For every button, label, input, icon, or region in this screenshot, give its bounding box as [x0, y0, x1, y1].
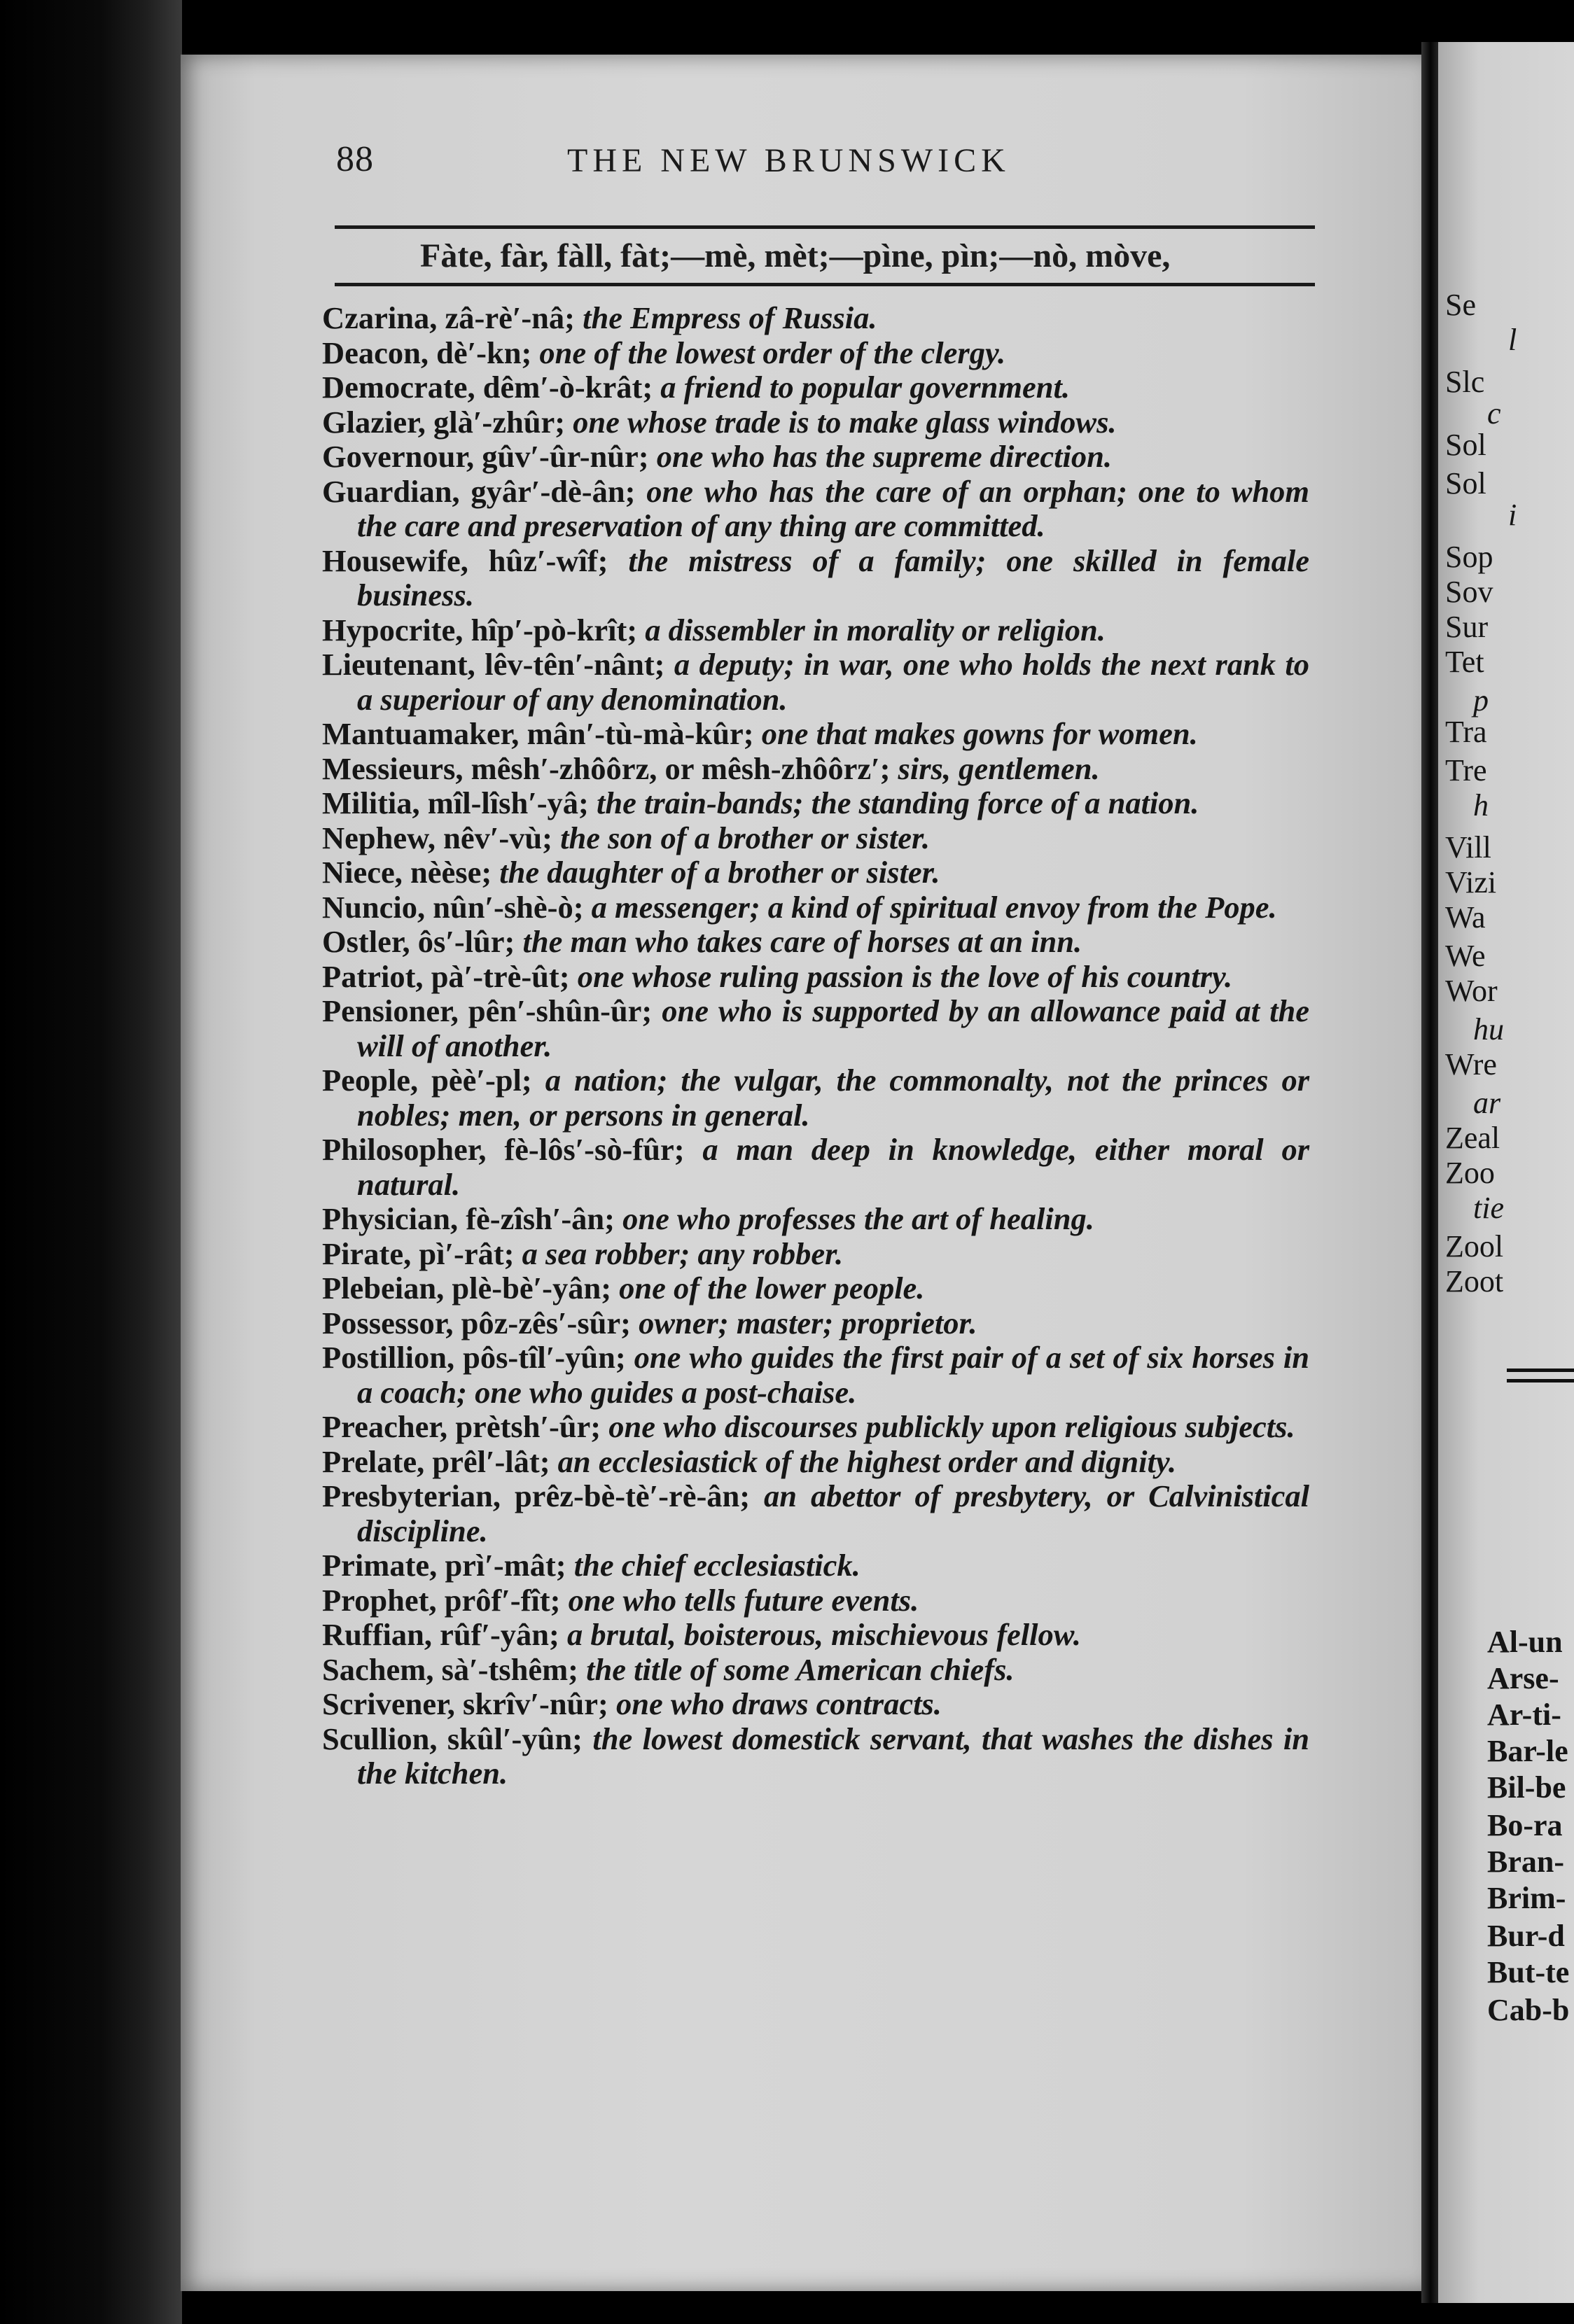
- dictionary-entry: [322, 1618, 1309, 1653]
- dictionary-entry: [322, 1306, 1309, 1341]
- entry-pronunciation: prôf′-fît;: [444, 1582, 561, 1618]
- entry-headword: Plebeian,: [322, 1270, 445, 1306]
- entry-pronunciation: mân′-tù-mà-kûr;: [527, 716, 754, 751]
- entry-definition: a deputy; in war, one who holds the next rank to a superiour of any denomination.: [357, 647, 1310, 717]
- facing-page-text-fragment: Al-un: [1487, 1625, 1563, 1659]
- entry-headword: Philosopher,: [322, 1132, 487, 1167]
- entry-definition: one of the lower people.: [619, 1270, 925, 1306]
- dictionary-entry: [322, 1687, 1309, 1722]
- entry-definition: the daughter of a brother or sister.: [499, 855, 940, 890]
- facing-page-text-fragment: Sur: [1445, 610, 1489, 644]
- entry-headword: Ruffian,: [322, 1617, 433, 1652]
- entry-headword: Mantuamaker,: [322, 716, 520, 751]
- dictionary-entry: [322, 855, 1309, 890]
- facing-page-text-fragment: We: [1445, 939, 1486, 973]
- dictionary-entry: [322, 1133, 1309, 1202]
- dictionary-entry: [322, 613, 1309, 648]
- dictionary-entry: [322, 648, 1309, 717]
- entry-definition: a messenger; a kind of spiritual envoy from the Pope.: [591, 889, 1277, 925]
- entry-headword: Scullion,: [322, 1721, 438, 1756]
- entry-pronunciation: rûf′-yân;: [440, 1617, 559, 1652]
- entry-headword: Physician,: [322, 1201, 459, 1236]
- page-number: 88: [336, 139, 374, 179]
- entry-pronunciation: zâ-rè′-nâ;: [445, 300, 575, 335]
- entry-definition: one who draws contracts.: [616, 1686, 942, 1721]
- facing-page-text-fragment: l: [1508, 323, 1517, 357]
- dictionary-entry: [322, 336, 1309, 371]
- facing-page-rule: [1507, 1379, 1574, 1382]
- dictionary-entry: [322, 1410, 1309, 1445]
- entry-pronunciation: gûv′-ûr-nûr;: [482, 439, 649, 474]
- entry-headword: Nephew,: [322, 820, 436, 855]
- dictionary-entry: [322, 1548, 1309, 1583]
- entry-pronunciation: prêz-bè-tè′-rè-ân;: [514, 1478, 751, 1513]
- dictionary-entry: [322, 1445, 1309, 1480]
- facing-page-rule: [1507, 1368, 1574, 1372]
- dictionary-entry: [322, 752, 1309, 787]
- facing-page-text-fragment: Wa: [1445, 900, 1486, 934]
- entry-headword: Lieutenant,: [322, 647, 475, 682]
- entry-definition: a nation; the vulgar, the commonalty, not the princes or nobles; men, or persons in general.: [357, 1063, 1310, 1133]
- dictionary-entry: [322, 1202, 1309, 1237]
- facing-page-text-fragment: Slc: [1445, 365, 1485, 399]
- entry-pronunciation: pên′-shûn-ûr;: [468, 993, 653, 1028]
- dictionary-entry: [322, 301, 1309, 336]
- entry-definition: a friend to popular government.: [660, 370, 1070, 405]
- header-rule-top: [335, 225, 1315, 229]
- header-rule-bottom: [335, 283, 1315, 286]
- facing-page-text-fragment: Bar-le: [1487, 1734, 1568, 1768]
- entry-headword: Deacon,: [322, 335, 429, 370]
- facing-page-text-fragment: Zool: [1445, 1229, 1504, 1264]
- facing-page-text-fragment: Sov: [1445, 575, 1493, 609]
- dictionary-entry: [322, 1063, 1309, 1133]
- facing-page-fragment: [1438, 42, 1574, 2303]
- dictionary-entry: [322, 1479, 1309, 1548]
- facing-page-text-fragment: Ar-ti-: [1487, 1698, 1561, 1732]
- entry-headword: Possessor,: [322, 1305, 454, 1340]
- entry-definition: the lowest domestick servant, that washes the dishes in the kitchen.: [357, 1721, 1310, 1791]
- dictionary-entries: [322, 301, 1309, 1791]
- facing-page-text-fragment: Bil-be: [1487, 1770, 1566, 1805]
- entry-pronunciation: prètsh′-ûr;: [455, 1409, 601, 1444]
- facing-page-text-fragment: Bran-: [1487, 1844, 1564, 1879]
- entry-pronunciation: dè′-kn;: [436, 335, 532, 370]
- facing-page-text-fragment: Wre: [1445, 1047, 1497, 1082]
- entry-definition: one of the lowest order of the clergy.: [539, 335, 1006, 370]
- dictionary-entry: [322, 370, 1309, 405]
- entry-definition: one who guides the first pair of a set of six horses in a coach; one who guides a post-chaise.: [357, 1340, 1309, 1410]
- entry-headword: Presbyterian,: [322, 1478, 501, 1513]
- facing-page-text-fragment: c: [1487, 396, 1501, 430]
- facing-page-text-fragment: Bur-d: [1487, 1919, 1565, 1953]
- facing-page-text-fragment: Arse-: [1487, 1661, 1559, 1695]
- dictionary-entry: [322, 440, 1309, 475]
- facing-page-text-fragment: Wor: [1445, 974, 1498, 1008]
- dictionary-entry: [322, 1653, 1309, 1688]
- facing-page-text-fragment: Zoot: [1445, 1264, 1504, 1298]
- dictionary-entry: [322, 405, 1309, 440]
- facing-page-text-fragment: h: [1473, 788, 1489, 822]
- entry-definition: sirs, gentlemen.: [898, 750, 1100, 786]
- entry-headword: Guardian,: [322, 473, 460, 509]
- entry-pronunciation: prêl′-lât;: [432, 1443, 550, 1479]
- entry-definition: the mistress of a family; one skilled in female business.: [357, 542, 1310, 612]
- dictionary-entry: [322, 475, 1309, 544]
- entry-definition: one that makes gowns for women.: [761, 716, 1198, 751]
- facing-page-text-fragment: Se: [1445, 288, 1476, 322]
- entry-headword: Primate,: [322, 1548, 438, 1583]
- entry-headword: Sachem,: [322, 1651, 434, 1687]
- facing-page-text-fragment: ar: [1473, 1086, 1501, 1120]
- dictionary-entry: [322, 890, 1309, 925]
- book-binding-shadow: [0, 0, 182, 2324]
- facing-page-text-fragment: Bo-ra: [1487, 1808, 1563, 1842]
- entry-pronunciation: pôz-zês′-sûr;: [461, 1305, 631, 1340]
- entry-definition: one who has the care of an orphan; one to whom the care and preservation of any thing are committed.: [357, 473, 1310, 543]
- entry-headword: Czarina,: [322, 300, 438, 335]
- facing-page-text-fragment: Brim-: [1487, 1881, 1566, 1915]
- page-header: [336, 139, 1316, 188]
- entry-pronunciation: nêv′-vù;: [443, 820, 552, 855]
- entry-definition: the title of some American chiefs.: [586, 1651, 1015, 1687]
- entry-pronunciation: dêm′-ò-krât;: [482, 370, 653, 405]
- entry-definition: a brutal, boisterous, mischievous fellow.: [567, 1617, 1081, 1652]
- entry-definition: an ecclesiastick of the highest order and dignity.: [557, 1443, 1177, 1479]
- book-gutter: [1421, 42, 1440, 2303]
- entry-headword: Patriot,: [322, 958, 424, 994]
- entry-pronunciation: glà′-zhûr;: [433, 404, 566, 440]
- entry-pronunciation: pì′-rât;: [419, 1236, 515, 1271]
- entry-headword: Ostler,: [322, 924, 410, 959]
- entry-pronunciation: plè-bè′-yân;: [452, 1270, 612, 1306]
- entry-headword: Prophet,: [322, 1582, 437, 1618]
- dictionary-entry: [322, 717, 1309, 752]
- entry-headword: Prelate,: [322, 1443, 425, 1479]
- dictionary-entry: [322, 1722, 1309, 1791]
- entry-definition: an abettor of presbytery, or Calvinistical discipline.: [357, 1478, 1310, 1548]
- entry-headword: Governour,: [322, 439, 475, 474]
- entry-definition: a sea robber; any robber.: [522, 1236, 844, 1271]
- facing-page-text-fragment: tie: [1473, 1191, 1504, 1225]
- entry-pronunciation: fè-zîsh′-ân;: [466, 1201, 615, 1236]
- facing-page-text-fragment: Zeal: [1445, 1121, 1500, 1155]
- entry-pronunciation: mêsh′-zhôôrz, or mêsh-zhôôrz′;: [471, 750, 891, 786]
- entry-pronunciation: skrîv′-nûr;: [463, 1686, 608, 1721]
- entry-pronunciation: ôs′-lûr;: [417, 924, 515, 959]
- entry-definition: one whose ruling passion is the love of his country.: [577, 958, 1233, 994]
- facing-page-text-fragment: Vizi: [1445, 865, 1497, 899]
- facing-page-text-fragment: Sol: [1445, 428, 1486, 462]
- facing-page-text-fragment: Zoo: [1445, 1156, 1495, 1190]
- facing-page-text-fragment: Sol: [1445, 466, 1486, 500]
- entry-headword: Glazier,: [322, 404, 426, 440]
- entry-definition: the chief ecclesiastick.: [573, 1548, 861, 1583]
- dictionary-entry: [322, 821, 1309, 856]
- entry-headword: Scrivener,: [322, 1686, 455, 1721]
- entry-headword: Pirate,: [322, 1236, 412, 1271]
- entry-pronunciation: skûl′-yûn;: [447, 1721, 583, 1756]
- facing-page-text-fragment: Tet: [1445, 645, 1484, 679]
- entry-headword: Democrate,: [322, 370, 475, 405]
- dictionary-entry: [322, 1271, 1309, 1306]
- entry-definition: one who professes the art of healing.: [622, 1201, 1094, 1236]
- facing-page-text-fragment: Sop: [1445, 540, 1493, 574]
- entry-headword: Housewife,: [322, 542, 468, 578]
- entry-headword: People,: [322, 1063, 419, 1098]
- facing-page-text-fragment: p: [1473, 683, 1489, 718]
- entry-headword: Messieurs,: [322, 750, 464, 786]
- entry-definition: one who has the supreme direction.: [656, 439, 1113, 474]
- entry-definition: one whose trade is to make glass windows.: [573, 404, 1117, 440]
- entry-headword: Pensioner,: [322, 993, 459, 1028]
- entry-pronunciation: lêv-tên′-nânt;: [485, 647, 665, 682]
- entry-definition: the man who takes care of horses at an inn.: [522, 924, 1082, 959]
- entry-pronunciation: hûz′-wîf;: [488, 542, 608, 578]
- entry-pronunciation: pà′-trè-ût;: [431, 958, 570, 994]
- entry-pronunciation: sà′-tshêm;: [441, 1651, 579, 1687]
- entry-headword: Niece,: [322, 855, 403, 890]
- entry-pronunciation: fè-lôs′-sò-fûr;: [504, 1132, 685, 1167]
- entry-headword: Preacher,: [322, 1409, 448, 1444]
- entry-pronunciation: prì′-mât;: [445, 1548, 566, 1583]
- dictionary-entry: [322, 786, 1309, 821]
- entry-definition: a dissembler in morality or religion.: [645, 612, 1106, 648]
- pronunciation-key: Fàte, fàr, fàll, fàt;—mè, mèt;—pìne, pìn;—nò, mòve,: [420, 237, 1171, 274]
- facing-page-text-fragment: i: [1508, 498, 1517, 532]
- entry-definition: one who tells future events.: [568, 1582, 919, 1618]
- facing-page-text-fragment: Tra: [1445, 715, 1487, 749]
- entry-pronunciation: hîp′-pò-krît;: [471, 612, 638, 648]
- facing-page-text-fragment: Vill: [1445, 830, 1491, 864]
- facing-page-text-fragment: But-te: [1487, 1955, 1570, 1989]
- entry-pronunciation: nûn′-shè-ò;: [433, 889, 584, 925]
- entry-headword: Nuncio,: [322, 889, 426, 925]
- entry-pronunciation: pôs-tîl′-yûn;: [463, 1340, 626, 1375]
- facing-page-text-fragment: Tre: [1445, 753, 1487, 788]
- entry-definition: owner; master; proprietor.: [639, 1305, 977, 1340]
- facing-page-text-fragment: hu: [1473, 1012, 1504, 1046]
- entry-definition: a man deep in knowledge, either moral or natural.: [357, 1132, 1310, 1202]
- entry-headword: Hypocrite,: [322, 612, 464, 648]
- dictionary-entry: [322, 1583, 1309, 1618]
- entry-pronunciation: mîl-lîsh′-yâ;: [427, 785, 589, 820]
- entry-definition: the son of a brother or sister.: [560, 820, 931, 855]
- entry-definition: one who discourses publickly upon religious subjects.: [608, 1409, 1295, 1444]
- entry-pronunciation: nèèse;: [410, 855, 492, 890]
- dictionary-entry: [322, 1340, 1309, 1410]
- dictionary-entry: [322, 960, 1309, 995]
- entry-pronunciation: pèè′-pl;: [431, 1063, 532, 1098]
- entry-definition: the Empress of Russia.: [583, 300, 877, 335]
- dictionary-entry: [322, 1237, 1309, 1272]
- facing-page-text-fragment: Cab-b: [1487, 1993, 1570, 2027]
- dictionary-entry: [322, 544, 1309, 613]
- entry-definition: the train-bands; the standing force of a nation.: [596, 785, 1199, 820]
- dictionary-entry: [322, 994, 1309, 1063]
- entry-definition: one who is supported by an allowance paid at the will of another.: [357, 993, 1309, 1063]
- dictionary-entry: [322, 925, 1309, 960]
- entry-headword: Militia,: [322, 785, 420, 820]
- entry-pronunciation: gyâr′-dè-ân;: [471, 473, 636, 509]
- running-title: THE NEW BRUNSWICK: [567, 142, 1010, 179]
- entry-headword: Postillion,: [322, 1340, 455, 1375]
